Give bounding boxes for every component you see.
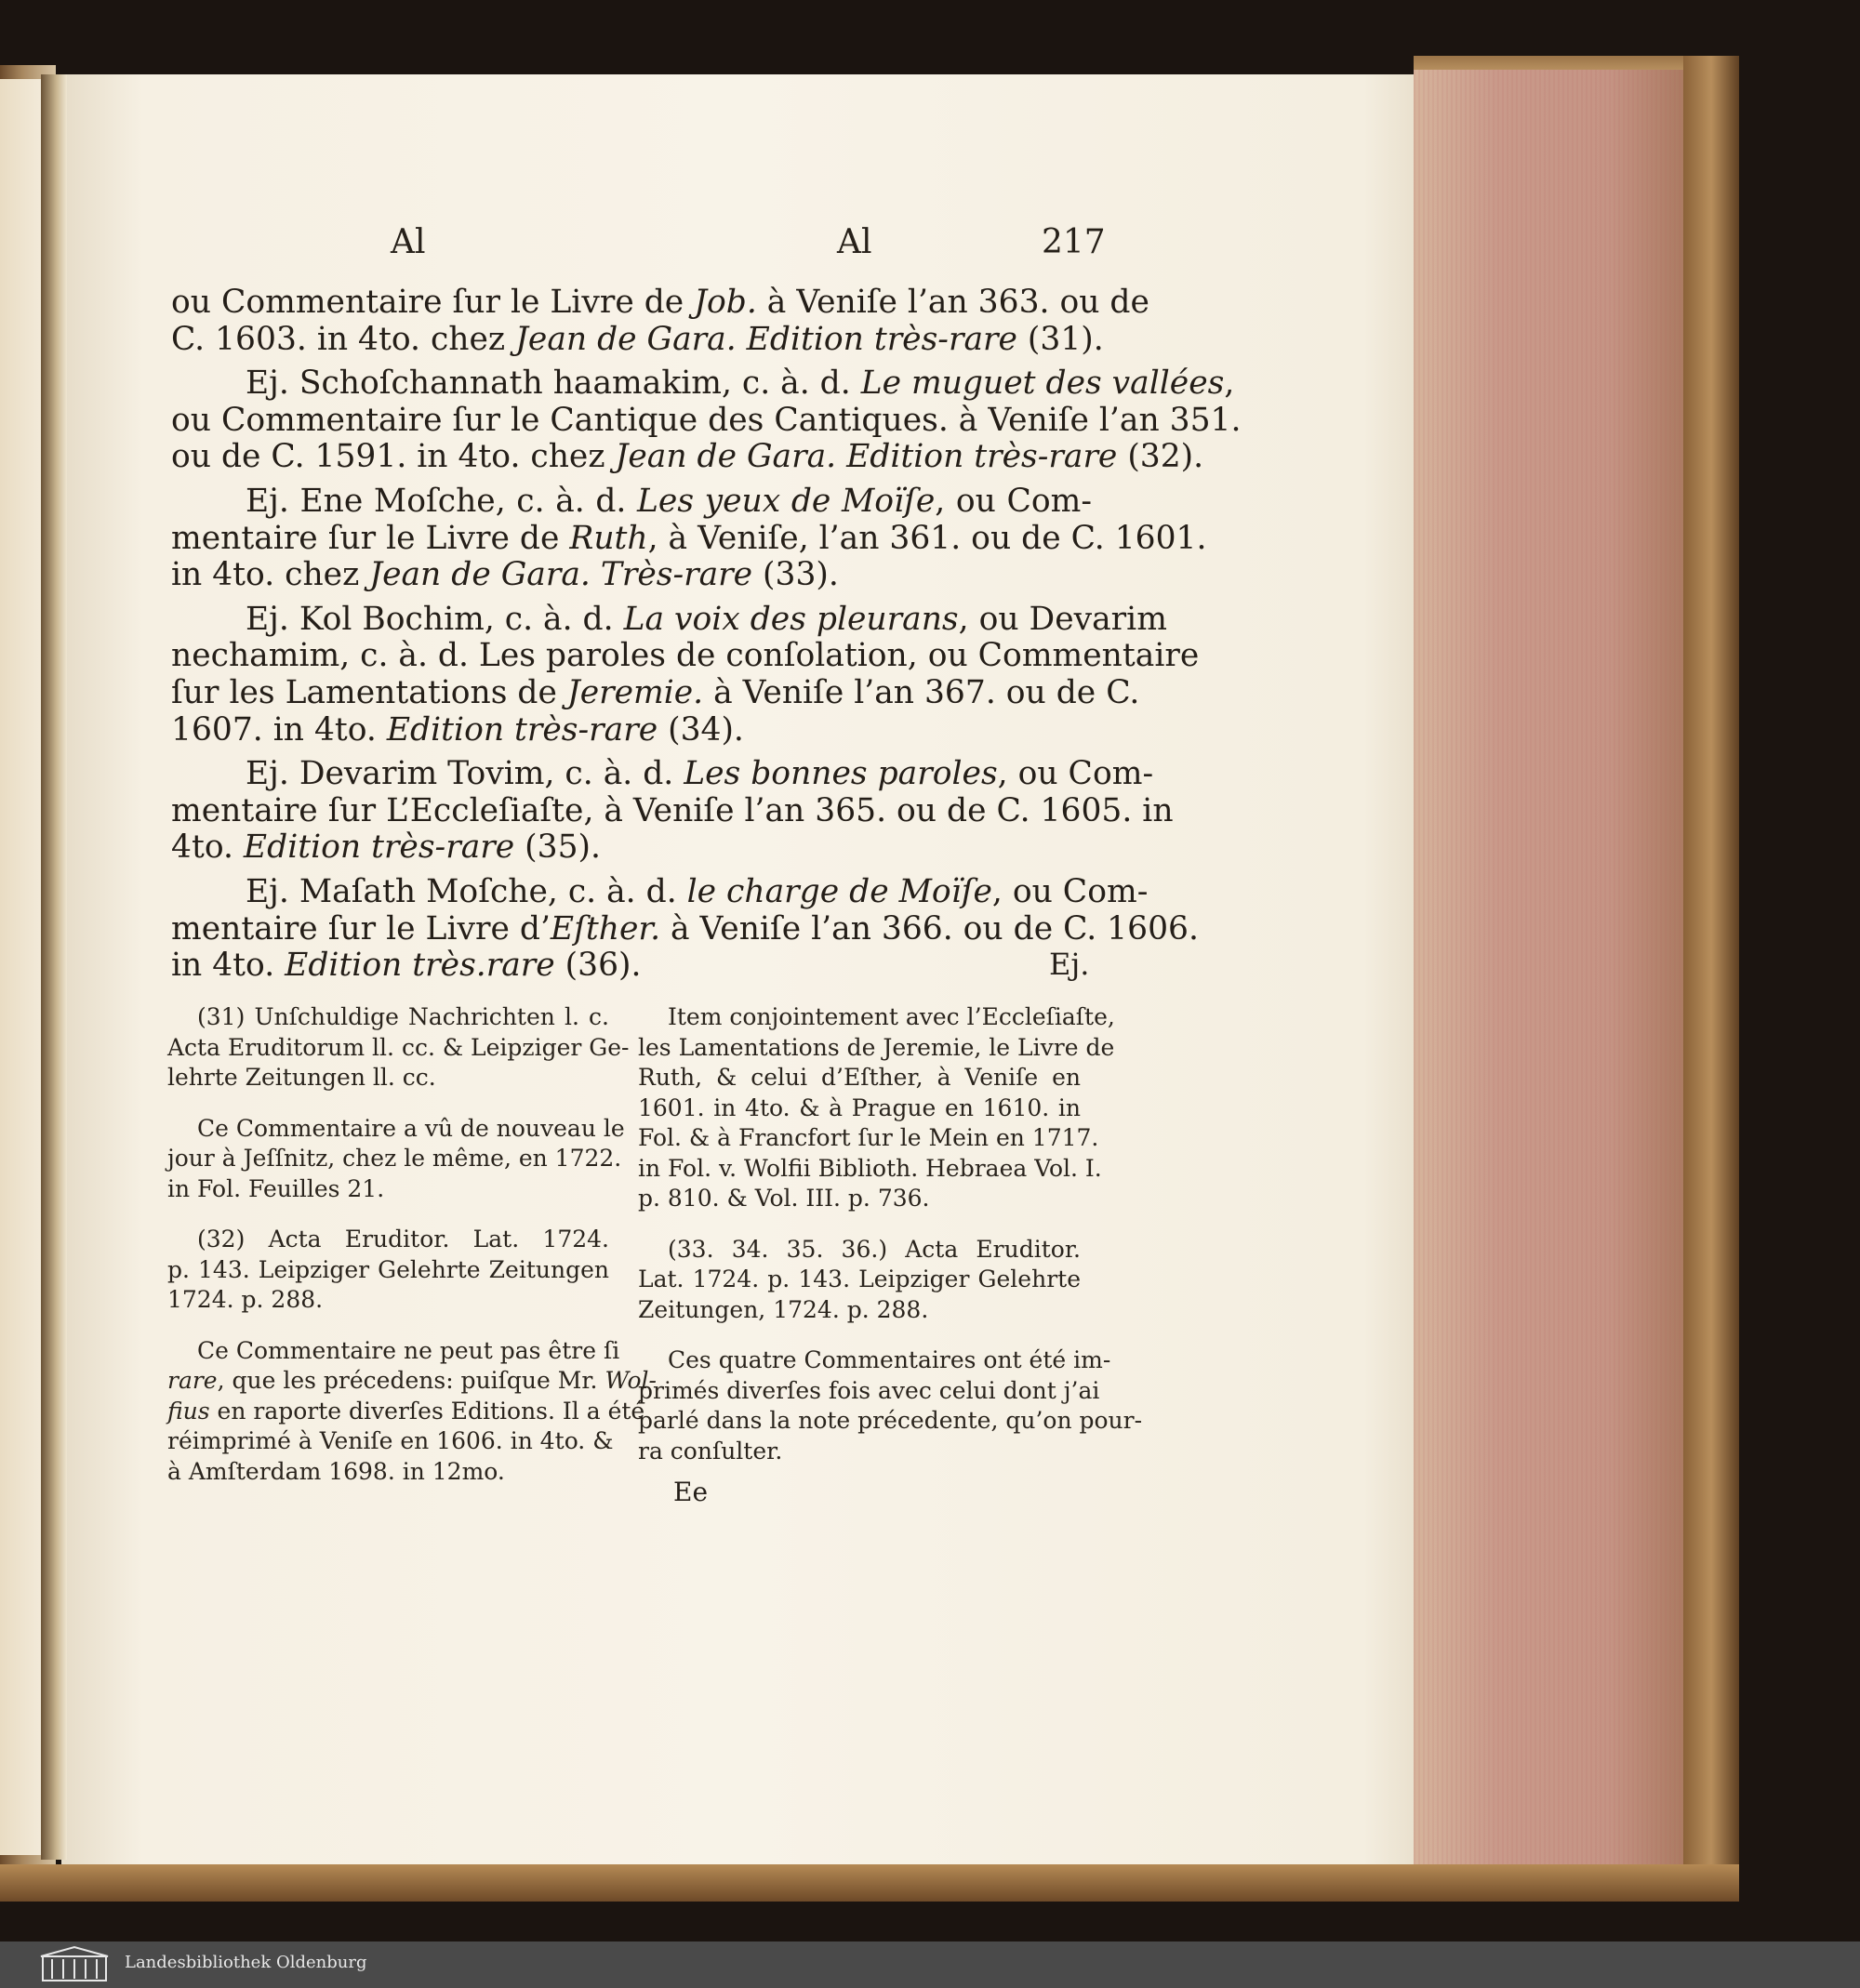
body-line: in 4to. Edition très.rare (36). xyxy=(171,947,642,985)
body-line: 1607. in 4to. Edition très-rare (34). xyxy=(171,710,744,749)
body-line: Ej. Devarim Tovim, c. à. d. Les bonnes paroles, ou Com- xyxy=(246,755,1154,793)
body-line: mentaire ſur L’Eccleſiaſte, à Veniſe l’an 365. ou de C. 1605. in xyxy=(171,791,1174,829)
footnote-line: lehrte Zeitungen ll. cc. xyxy=(167,1064,436,1091)
body-line: ſur les Lamentations de Jeremie. à Veniſe l’an 367. ou de C. xyxy=(171,673,1140,711)
footnote-paragraph xyxy=(638,1235,1081,1326)
body-line: C. 1603. in 4to. chez Jean de Gara. Edition très-rare (31). xyxy=(171,320,1104,358)
footnote-line: Lat. 1724. p. 143. Leipziger Gelehrte xyxy=(638,1266,1081,1292)
signature-mark: Ee xyxy=(673,1477,709,1507)
header-left: Al xyxy=(391,223,426,261)
body-line: Ej. Schoſchannath haamakim, c. à. d. Le muguet des vallées xyxy=(246,364,1225,403)
body-line: Ej. Ene Moſche, c. à. d. Les yeux de Moïſe, ou Com- xyxy=(246,482,1092,520)
body-paragraph xyxy=(171,755,1174,867)
footnote-line: fius en raporte diverſes Editions. Il a été xyxy=(167,1397,645,1425)
footnote-line: p. 810. & Vol. III. p. 736. xyxy=(638,1185,930,1212)
body-line: nechamim, c. à. d. Les paroles de conſolation, ou Commentaire xyxy=(171,637,1200,675)
body-line: ou de C. 1591. in 4to. chez Jean de Gara. Edition très-rare xyxy=(171,438,1118,476)
footnote-paragraph xyxy=(167,1225,609,1316)
footnote-line: ra conſulter. xyxy=(638,1437,783,1464)
book-cover-right xyxy=(1683,56,1739,1888)
footnote-line: Ce Commentaire ne peut pas être ſi xyxy=(197,1336,620,1364)
body-paragraph xyxy=(171,364,1242,476)
footnote-line: jour à Jeſſnitz, chez le même, en 1722. xyxy=(167,1145,622,1172)
footnote-line: parlé dans la note précedente, qu’on pour- xyxy=(638,1407,1143,1434)
footnote-line: (33. 34. 35. 36.) Acta Eruditor. xyxy=(668,1235,1081,1263)
body-paragraph xyxy=(171,872,1199,985)
footnote-line: Acta Eruditorum ll. cc. & Leipziger Ge- xyxy=(167,1033,630,1061)
footnote-line: rare, que les précedens: puiſque Mr. Wol- xyxy=(167,1367,657,1394)
footnote-line: Ce Commentaire a vû de nouveau le xyxy=(197,1114,625,1142)
footnote-line: (32) Acta Eruditor. Lat. 1724. xyxy=(197,1226,609,1252)
footnotes-left-column xyxy=(167,1002,657,1487)
body-paragraph xyxy=(171,482,1207,594)
footnote-paragraph xyxy=(638,1345,1143,1466)
body-line: Ej. Kol Bochim, c. à. d. La voix des pleurans, ou Devarim xyxy=(246,600,1167,638)
footnote-line: 1724. p. 288. xyxy=(167,1286,324,1313)
footnote-line: (31) Unſchuldige Nachrichten l. c. xyxy=(197,1003,609,1030)
book-cover-bottom xyxy=(0,1864,1739,1902)
page-fore-edge xyxy=(1414,70,1698,1874)
footnote-line: in Fol. v. Wolfii Biblioth. Hebraea Vol. I. xyxy=(638,1154,1102,1182)
book-gutter xyxy=(41,74,67,1860)
body-paragraph xyxy=(171,600,1200,749)
footnote-paragraph xyxy=(167,1114,625,1205)
library-building-icon xyxy=(37,1945,112,1984)
footnote-line: Zeitungen, 1724. p. 288. xyxy=(638,1295,929,1323)
main-text xyxy=(171,284,1242,985)
body-line: Ej. Maſath Moſche, c. à. d. le charge de Moïſe, ou Com- xyxy=(246,872,1149,910)
footnote-paragraph xyxy=(638,1002,1115,1214)
footnote-line: Item conjointement avec l’Eccleſiaſte, xyxy=(668,1003,1115,1030)
footnote-paragraph xyxy=(167,1002,630,1093)
footnote-line: Ces quatre Commentaires ont été im- xyxy=(668,1346,1111,1373)
header-center: Al xyxy=(837,223,872,261)
footnote-line: à Amſterdam 1698. in 12mo. xyxy=(167,1457,505,1485)
body-line: in 4to. chez Jean de Gara. Très-rare (33). xyxy=(171,556,839,594)
body-line: 4to. Edition très-rare (35). xyxy=(171,828,601,867)
catchword: Ej. xyxy=(1049,947,1090,982)
footnote-line: réimprimé à Veniſe en 1606. in 4to. & xyxy=(167,1427,614,1454)
footnote-line: p. 143. Leipziger Gelehrte Zeitungen xyxy=(167,1255,609,1283)
body-line: mentaire ſur le Livre d’Eſther. à Veniſe l’an 366. ou de C. 1606. xyxy=(171,909,1199,948)
footnote-line: Fol. & à Francfort ſur le Mein en 1717. xyxy=(638,1124,1099,1151)
body-line: ou Commentaire ſur le Cantique des Cantiques. à Veniſe l’an 351. xyxy=(171,401,1242,439)
footnote-line: Ruth, & celui d’Eſther, à Veniſe en xyxy=(638,1064,1081,1091)
footnote-paragraph xyxy=(167,1336,657,1488)
body-paragraph xyxy=(171,284,1149,358)
footer-institution-name: Landesbibliothek Oldenburg xyxy=(125,1953,367,1972)
body-line: ou Commentaire ſur le Livre de Job. à Veniſe l’an 363. ou de xyxy=(171,284,1149,321)
footnotes-right-column xyxy=(638,1002,1143,1466)
footnote-line: 1601. in 4to. & à Prague en 1610. in xyxy=(638,1093,1081,1121)
running-header xyxy=(353,223,1106,270)
body-line: mentaire ſur le Livre de Ruth, à Veniſe, l’an 361. ou de C. 1601. xyxy=(171,519,1207,557)
footnote-line: les Lamentations de Jeremie, le Livre de xyxy=(638,1033,1115,1061)
footnote-line: in Fol. Feuilles 21. xyxy=(167,1174,385,1202)
facing-page-edge xyxy=(0,79,45,1855)
page-number: 217 xyxy=(1042,223,1106,261)
footnote-line: primés diverſes fois avec celui dont j’ai xyxy=(638,1376,1100,1404)
